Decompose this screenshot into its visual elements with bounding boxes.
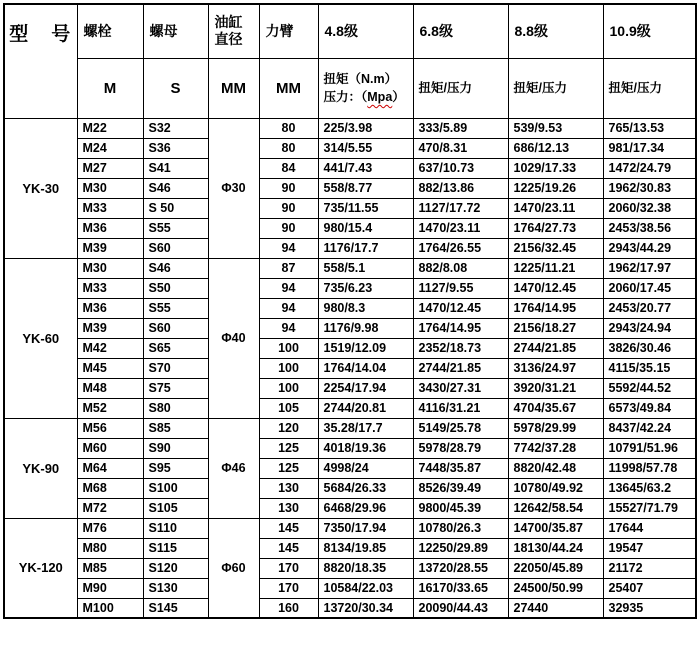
bolt-cell: M72 xyxy=(77,498,143,518)
torque-pressure-10-9-cell: 21172 xyxy=(603,558,696,578)
header-grade-8-8: 8.8级 xyxy=(508,4,603,58)
nut-cell: S65 xyxy=(143,338,208,358)
bolt-cell: M100 xyxy=(77,598,143,618)
nut-cell: S145 xyxy=(143,598,208,618)
torque-pressure-10-9-cell: 2453/38.56 xyxy=(603,218,696,238)
torque-pressure-6-8-cell: 16170/33.65 xyxy=(413,578,508,598)
header-grade-6-8: 6.8级 xyxy=(413,4,508,58)
torque-pressure-10-9-cell: 5592/44.52 xyxy=(603,378,696,398)
table-row xyxy=(4,558,696,578)
torque-pressure-6-8-cell: 1470/12.45 xyxy=(413,298,508,318)
arm-cell: 90 xyxy=(259,178,318,198)
header-unit-m: M xyxy=(77,58,143,118)
pressure-unit-label xyxy=(324,88,413,106)
bolt-cell: M48 xyxy=(77,378,143,398)
bolt-cell: M36 xyxy=(77,298,143,318)
torque-pressure-4-8-cell: 2744/20.81 xyxy=(318,398,413,418)
torque-pressure-10-9-cell: 2453/20.77 xyxy=(603,298,696,318)
nut-cell: S70 xyxy=(143,358,208,378)
nut-cell: S85 xyxy=(143,418,208,438)
nut-cell: S80 xyxy=(143,398,208,418)
bolt-cell: M39 xyxy=(77,238,143,258)
nut-cell: S36 xyxy=(143,138,208,158)
torque-pressure-4-8-cell: 558/8.77 xyxy=(318,178,413,198)
torque-pressure-10-9-cell: 2060/32.38 xyxy=(603,198,696,218)
torque-pressure-4-8-cell: 1176/17.7 xyxy=(318,238,413,258)
nut-cell: S41 xyxy=(143,158,208,178)
arm-cell: 80 xyxy=(259,118,318,138)
header-nut: 螺母 xyxy=(143,4,208,58)
nut-cell: S90 xyxy=(143,438,208,458)
arm-cell: 84 xyxy=(259,158,318,178)
nut-cell: S115 xyxy=(143,538,208,558)
torque-pressure-6-8-cell: 7448/35.87 xyxy=(413,458,508,478)
pressure-suffix: ） xyxy=(392,90,405,104)
cylinder-diameter-cell: Φ46 xyxy=(208,418,259,518)
torque-pressure-6-8-cell: 5978/28.79 xyxy=(413,438,508,458)
arm-cell: 100 xyxy=(259,358,318,378)
torque-pressure-10-9-cell: 1472/24.79 xyxy=(603,158,696,178)
bolt-cell: M22 xyxy=(77,118,143,138)
torque-pressure-8-8-cell: 686/12.13 xyxy=(508,138,603,158)
torque-pressure-4-8-cell: 4018/19.36 xyxy=(318,438,413,458)
bolt-cell: M27 xyxy=(77,158,143,178)
torque-pressure-4-8-cell: 225/3.98 xyxy=(318,118,413,138)
model-cell: YK-60 xyxy=(4,258,77,418)
bolt-cell: M36 xyxy=(77,218,143,238)
torque-pressure-10-9-cell: 8437/42.24 xyxy=(603,418,696,438)
torque-pressure-8-8-cell: 1470/12.45 xyxy=(508,278,603,298)
nut-cell: S130 xyxy=(143,578,208,598)
torque-pressure-10-9-cell: 3826/30.46 xyxy=(603,338,696,358)
torque-pressure-8-8-cell: 539/9.53 xyxy=(508,118,603,138)
table-row xyxy=(4,218,696,238)
arm-cell: 170 xyxy=(259,558,318,578)
torque-pressure-10-9-cell: 2943/24.94 xyxy=(603,318,696,338)
nut-cell: S120 xyxy=(143,558,208,578)
torque-pressure-8-8-cell: 1225/19.26 xyxy=(508,178,603,198)
header-torque-pressure-10-9: 扭矩/压力 xyxy=(603,58,696,118)
torque-pressure-10-9-cell: 2060/17.45 xyxy=(603,278,696,298)
cylinder-diameter-cell: Φ30 xyxy=(208,118,259,258)
nut-cell: S55 xyxy=(143,298,208,318)
table-row xyxy=(4,258,696,278)
table-row xyxy=(4,418,696,438)
table-row xyxy=(4,538,696,558)
torque-pressure-8-8-cell: 18130/44.24 xyxy=(508,538,603,558)
bolt-cell: M90 xyxy=(77,578,143,598)
torque-pressure-4-8-cell: 558/5.1 xyxy=(318,258,413,278)
arm-cell: 170 xyxy=(259,578,318,598)
table-row xyxy=(4,458,696,478)
bolt-cell: M60 xyxy=(77,438,143,458)
torque-pressure-8-8-cell: 8820/42.48 xyxy=(508,458,603,478)
cylinder-diameter-cell: Φ60 xyxy=(208,518,259,618)
table-row xyxy=(4,298,696,318)
torque-pressure-6-8-cell: 333/5.89 xyxy=(413,118,508,138)
header-unit-s: S xyxy=(143,58,208,118)
model-cell: YK-120 xyxy=(4,518,77,618)
bolt-cell: M30 xyxy=(77,178,143,198)
torque-pressure-4-8-cell: 5684/26.33 xyxy=(318,478,413,498)
torque-pressure-6-8-cell: 3430/27.31 xyxy=(413,378,508,398)
pressure-prefix: 压力：（ xyxy=(323,90,368,104)
torque-pressure-4-8-cell: 735/11.55 xyxy=(318,198,413,218)
torque-pressure-10-9-cell: 15527/71.79 xyxy=(603,498,696,518)
torque-pressure-6-8-cell: 20090/44.43 xyxy=(413,598,508,618)
arm-cell: 87 xyxy=(259,258,318,278)
torque-pressure-8-8-cell: 5978/29.99 xyxy=(508,418,603,438)
torque-pressure-10-9-cell: 17644 xyxy=(603,518,696,538)
torque-pressure-4-8-cell: 13720/30.34 xyxy=(318,598,413,618)
torque-pressure-4-8-cell: 35.28/17.7 xyxy=(318,418,413,438)
torque-pressure-10-9-cell: 32935 xyxy=(603,598,696,618)
model-cell: YK-30 xyxy=(4,118,77,258)
arm-cell: 145 xyxy=(259,518,318,538)
nut-cell: S105 xyxy=(143,498,208,518)
arm-cell: 100 xyxy=(259,378,318,398)
torque-pressure-8-8-cell: 2744/21.85 xyxy=(508,338,603,358)
table-row xyxy=(4,378,696,398)
table-row xyxy=(4,178,696,198)
arm-cell: 125 xyxy=(259,438,318,458)
torque-pressure-8-8-cell: 1225/11.21 xyxy=(508,258,603,278)
torque-unit-label: 扭矩（N.m） xyxy=(323,71,398,86)
torque-pressure-8-8-cell: 3920/31.21 xyxy=(508,378,603,398)
torque-pressure-6-8-cell: 4116/31.21 xyxy=(413,398,508,418)
torque-pressure-8-8-cell: 4704/35.67 xyxy=(508,398,603,418)
torque-spec-table xyxy=(3,3,697,619)
torque-pressure-4-8-cell: 1764/14.04 xyxy=(318,358,413,378)
cylinder-diameter-cell: Φ40 xyxy=(208,258,259,418)
torque-pressure-4-8-cell: 441/7.43 xyxy=(318,158,413,178)
torque-pressure-8-8-cell: 1764/14.95 xyxy=(508,298,603,318)
nut-cell: S60 xyxy=(143,318,208,338)
torque-pressure-10-9-cell: 1962/17.97 xyxy=(603,258,696,278)
torque-pressure-8-8-cell: 14700/35.87 xyxy=(508,518,603,538)
table-header xyxy=(4,4,696,118)
pressure-unit-mpa: Mpa xyxy=(367,90,393,104)
arm-cell: 160 xyxy=(259,598,318,618)
nut-cell: S 50 xyxy=(143,198,208,218)
torque-pressure-6-8-cell: 882/13.86 xyxy=(413,178,508,198)
torque-pressure-8-8-cell: 1764/27.73 xyxy=(508,218,603,238)
torque-pressure-6-8-cell: 1470/23.11 xyxy=(413,218,508,238)
nut-cell: S110 xyxy=(143,518,208,538)
table-row xyxy=(4,478,696,498)
torque-pressure-6-8-cell: 470/8.31 xyxy=(413,138,508,158)
arm-cell: 100 xyxy=(259,338,318,358)
table-row xyxy=(4,118,696,138)
torque-pressure-8-8-cell: 2156/32.45 xyxy=(508,238,603,258)
torque-pressure-10-9-cell: 4115/35.15 xyxy=(603,358,696,378)
header-torque-pressure-units xyxy=(318,58,413,118)
header-unit-mm-cylinder: MM xyxy=(208,58,259,118)
torque-pressure-6-8-cell: 1127/17.72 xyxy=(413,198,508,218)
torque-pressure-4-8-cell: 314/5.55 xyxy=(318,138,413,158)
table-row xyxy=(4,278,696,298)
torque-pressure-6-8-cell: 1764/26.55 xyxy=(413,238,508,258)
torque-pressure-6-8-cell: 2352/18.73 xyxy=(413,338,508,358)
torque-pressure-6-8-cell: 1127/9.55 xyxy=(413,278,508,298)
torque-pressure-10-9-cell: 765/13.53 xyxy=(603,118,696,138)
torque-pressure-4-8-cell: 7350/17.94 xyxy=(318,518,413,538)
torque-pressure-6-8-cell: 2744/21.85 xyxy=(413,358,508,378)
nut-cell: S50 xyxy=(143,278,208,298)
table-row xyxy=(4,198,696,218)
torque-pressure-6-8-cell: 10780/26.3 xyxy=(413,518,508,538)
torque-pressure-10-9-cell: 1962/30.83 xyxy=(603,178,696,198)
table-row xyxy=(4,318,696,338)
torque-pressure-4-8-cell: 6468/29.96 xyxy=(318,498,413,518)
table-row xyxy=(4,238,696,258)
header-cylinder-diameter xyxy=(208,4,259,58)
torque-pressure-4-8-cell: 735/6.23 xyxy=(318,278,413,298)
torque-pressure-4-8-cell: 4998/24 xyxy=(318,458,413,478)
torque-pressure-4-8-cell: 10584/22.03 xyxy=(318,578,413,598)
nut-cell: S55 xyxy=(143,218,208,238)
torque-pressure-6-8-cell: 12250/29.89 xyxy=(413,538,508,558)
model-cell: YK-90 xyxy=(4,418,77,518)
torque-pressure-8-8-cell: 22050/45.89 xyxy=(508,558,603,578)
bolt-cell: M56 xyxy=(77,418,143,438)
table-row xyxy=(4,138,696,158)
nut-cell: S100 xyxy=(143,478,208,498)
header-row-2 xyxy=(4,58,696,118)
torque-pressure-10-9-cell: 11998/57.78 xyxy=(603,458,696,478)
arm-cell: 145 xyxy=(259,538,318,558)
header-grade-4-8: 4.8级 xyxy=(318,4,413,58)
nut-cell: S60 xyxy=(143,238,208,258)
table-row xyxy=(4,598,696,618)
nut-cell: S95 xyxy=(143,458,208,478)
torque-pressure-6-8-cell: 637/10.73 xyxy=(413,158,508,178)
torque-pressure-8-8-cell: 1029/17.33 xyxy=(508,158,603,178)
bolt-cell: M33 xyxy=(77,278,143,298)
arm-cell: 105 xyxy=(259,398,318,418)
table-row xyxy=(4,338,696,358)
torque-pressure-8-8-cell: 24500/50.99 xyxy=(508,578,603,598)
torque-pressure-4-8-cell: 8134/19.85 xyxy=(318,538,413,558)
bolt-cell: M64 xyxy=(77,458,143,478)
header-cylinder-line2: 直径 xyxy=(214,31,243,48)
table-row xyxy=(4,398,696,418)
arm-cell: 90 xyxy=(259,198,318,218)
bolt-cell: M24 xyxy=(77,138,143,158)
torque-pressure-6-8-cell: 1764/14.95 xyxy=(413,318,508,338)
header-torque-pressure-8-8: 扭矩/压力 xyxy=(508,58,603,118)
bolt-cell: M76 xyxy=(77,518,143,538)
torque-pressure-8-8-cell: 12642/58.54 xyxy=(508,498,603,518)
header-row-1 xyxy=(4,4,696,58)
torque-pressure-4-8-cell: 8820/18.35 xyxy=(318,558,413,578)
nut-cell: S75 xyxy=(143,378,208,398)
bolt-cell: M45 xyxy=(77,358,143,378)
table-row xyxy=(4,438,696,458)
torque-pressure-10-9-cell: 981/17.34 xyxy=(603,138,696,158)
header-torque-pressure-6-8: 扭矩/压力 xyxy=(413,58,508,118)
header-arm: 力臂 xyxy=(259,4,318,58)
torque-pressure-4-8-cell: 1519/12.09 xyxy=(318,338,413,358)
bolt-cell: M80 xyxy=(77,538,143,558)
torque-pressure-8-8-cell: 1470/23.11 xyxy=(508,198,603,218)
arm-cell: 80 xyxy=(259,138,318,158)
torque-pressure-10-9-cell: 13645/63.2 xyxy=(603,478,696,498)
torque-pressure-10-9-cell: 25407 xyxy=(603,578,696,598)
torque-pressure-6-8-cell: 882/8.08 xyxy=(413,258,508,278)
torque-pressure-8-8-cell: 3136/24.97 xyxy=(508,358,603,378)
torque-pressure-6-8-cell: 8526/39.49 xyxy=(413,478,508,498)
header-model: 型 号 xyxy=(4,4,77,118)
header-bolt: 螺栓 xyxy=(77,4,143,58)
nut-cell: S46 xyxy=(143,178,208,198)
torque-pressure-6-8-cell: 5149/25.78 xyxy=(413,418,508,438)
arm-cell: 120 xyxy=(259,418,318,438)
bolt-cell: M68 xyxy=(77,478,143,498)
table-row xyxy=(4,518,696,538)
torque-pressure-4-8-cell: 980/15.4 xyxy=(318,218,413,238)
torque-pressure-4-8-cell: 980/8.3 xyxy=(318,298,413,318)
torque-pressure-6-8-cell: 9800/45.39 xyxy=(413,498,508,518)
arm-cell: 94 xyxy=(259,278,318,298)
torque-pressure-4-8-cell: 2254/17.94 xyxy=(318,378,413,398)
torque-pressure-8-8-cell: 10780/49.92 xyxy=(508,478,603,498)
bolt-cell: M52 xyxy=(77,398,143,418)
nut-cell: S32 xyxy=(143,118,208,138)
torque-pressure-8-8-cell: 2156/18.27 xyxy=(508,318,603,338)
bolt-cell: M85 xyxy=(77,558,143,578)
arm-cell: 94 xyxy=(259,238,318,258)
arm-cell: 90 xyxy=(259,218,318,238)
table-row xyxy=(4,578,696,598)
bolt-cell: M30 xyxy=(77,258,143,278)
torque-pressure-8-8-cell: 27440 xyxy=(508,598,603,618)
torque-pressure-10-9-cell: 2943/44.29 xyxy=(603,238,696,258)
arm-cell: 125 xyxy=(259,458,318,478)
arm-cell: 94 xyxy=(259,298,318,318)
arm-cell: 130 xyxy=(259,478,318,498)
torque-pressure-6-8-cell: 13720/28.55 xyxy=(413,558,508,578)
torque-pressure-4-8-cell: 1176/9.98 xyxy=(318,318,413,338)
header-unit-mm-arm: MM xyxy=(259,58,318,118)
arm-cell: 94 xyxy=(259,318,318,338)
table-body xyxy=(4,118,696,618)
table-row xyxy=(4,158,696,178)
header-grade-10-9: 10.9级 xyxy=(603,4,696,58)
bolt-cell: M39 xyxy=(77,318,143,338)
torque-pressure-8-8-cell: 7742/37.28 xyxy=(508,438,603,458)
arm-cell: 130 xyxy=(259,498,318,518)
header-cylinder-line1: 油缸 xyxy=(214,13,243,30)
bolt-cell: M33 xyxy=(77,198,143,218)
nut-cell: S46 xyxy=(143,258,208,278)
bolt-cell: M42 xyxy=(77,338,143,358)
table-row xyxy=(4,358,696,378)
torque-pressure-10-9-cell: 19547 xyxy=(603,538,696,558)
torque-pressure-10-9-cell: 10791/51.96 xyxy=(603,438,696,458)
torque-pressure-10-9-cell: 6573/49.84 xyxy=(603,398,696,418)
table-row xyxy=(4,498,696,518)
